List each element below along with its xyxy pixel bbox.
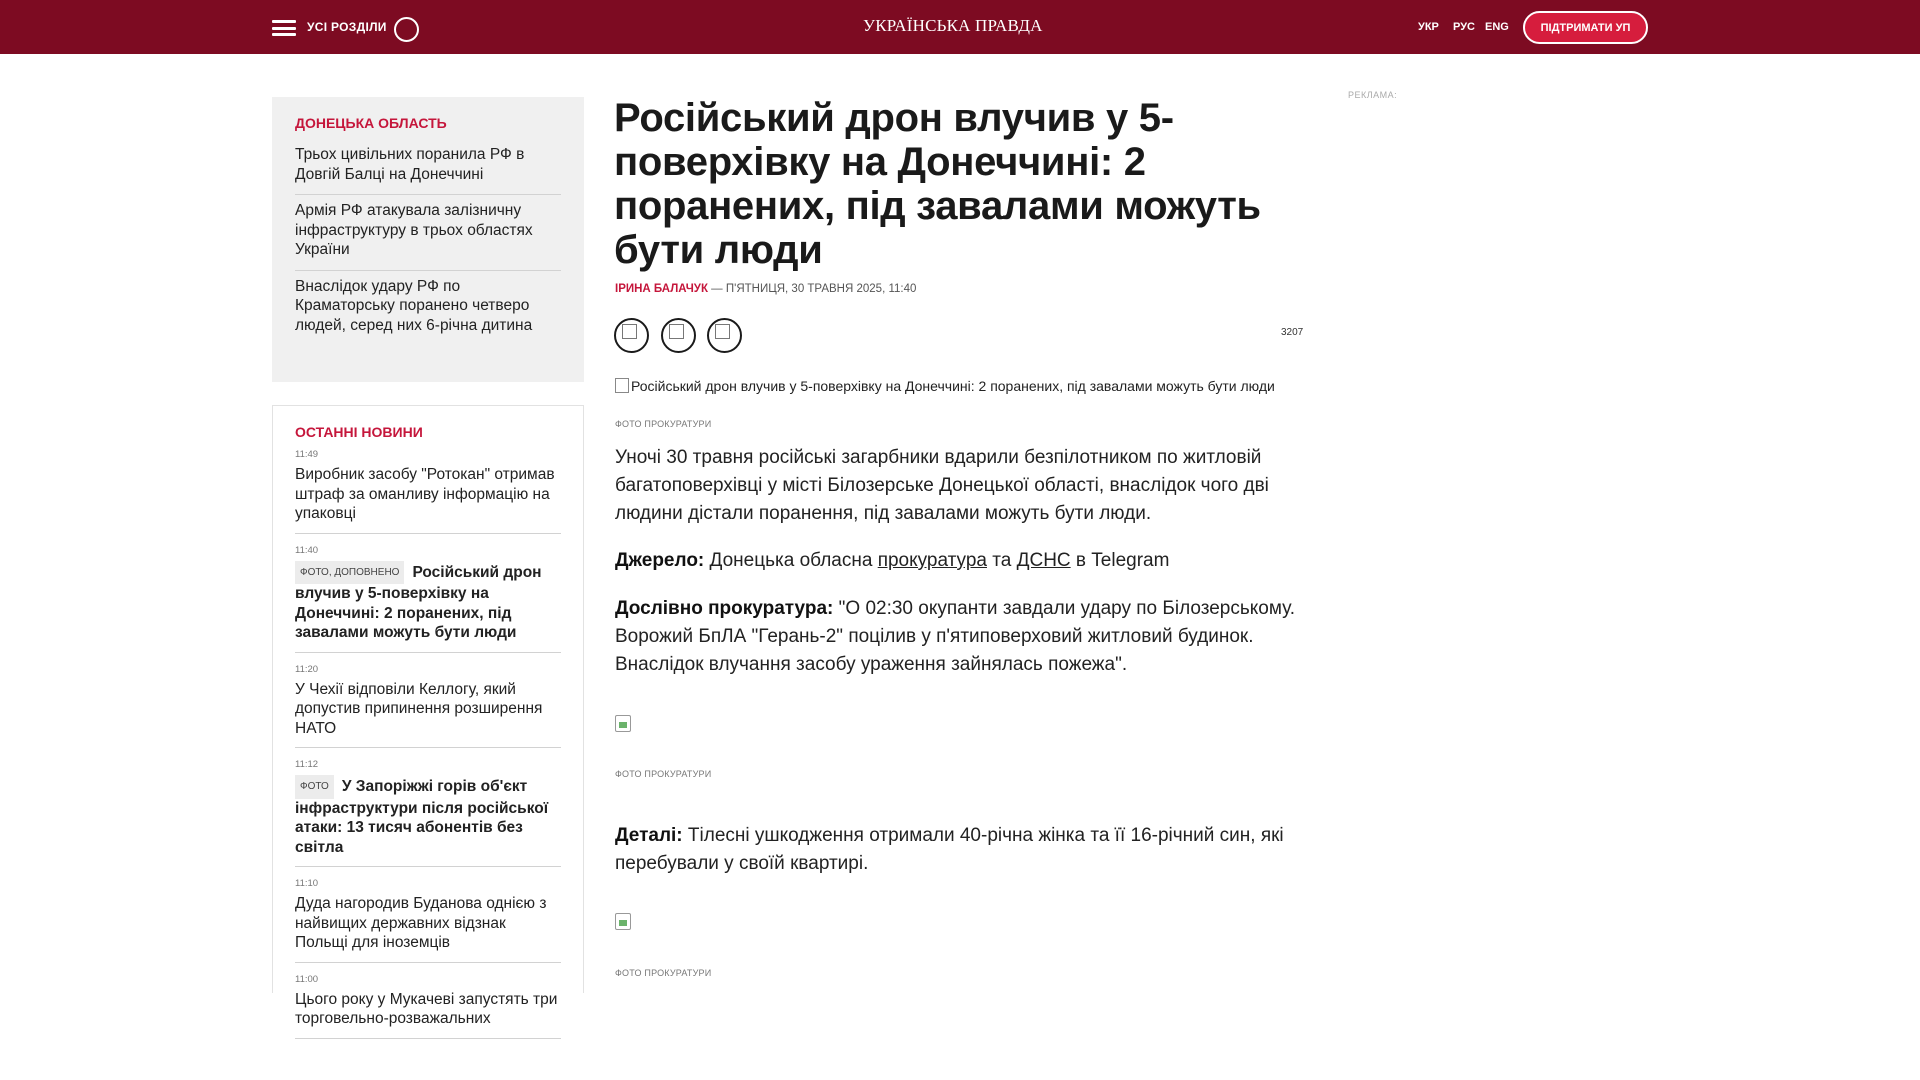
quote-text: "О 02:30 окупанти завдали удару по Білозерському. Ворожий БпЛА "Герань-2" поцілив у п'ятиповерховий житловий будинок. Внаслідок влучання засобу ураження зайнялась пожежа". — [615, 598, 1296, 675]
support-button[interactable]: ПІДТРИМАТИ УП — [1523, 11, 1648, 44]
article-byline — [615, 283, 916, 295]
share-twitter-icon[interactable] — [661, 318, 696, 353]
list-item[interactable] — [295, 542, 561, 653]
dsns-link[interactable]: ДСНС — [1016, 550, 1071, 571]
news-title[interactable] — [295, 775, 561, 857]
list-item[interactable] — [295, 875, 561, 963]
news-title[interactable] — [295, 990, 561, 1029]
latest-news-box — [272, 405, 584, 1027]
news-time: 11:40 — [295, 544, 319, 556]
news-time: 11:12 — [295, 759, 319, 770]
latest-news-list — [295, 446, 561, 1039]
publish-date: П'ЯТНИЦЯ, 30 ТРАВНЯ 2025, 11:40 — [725, 283, 917, 295]
list-item[interactable]: Армія РФ атакувала залізничну інфраструктуру в трьох областях України — [295, 195, 561, 271]
details-label: Деталі: — [615, 825, 683, 846]
news-title-text: Російський дрон влучив у 5-поверхівку на Донеччині: 2 поранених, під завалами можуть бути люди — [295, 563, 542, 641]
photo-caption-1: ФОТО ПРОКУРАТУРИ — [615, 769, 712, 779]
all-sections-link[interactable]: УСІ РОЗДІЛИ — [307, 20, 387, 34]
news-title[interactable] — [295, 680, 561, 739]
search-icon[interactable] — [394, 17, 419, 42]
source-tail: в Telegram — [1070, 550, 1170, 571]
news-title-text: У Чехії відповіли Келлогу, який допустив припинення розширення НАТО — [295, 680, 543, 737]
article-photo-1 — [615, 715, 631, 732]
source-text: Донецька обласна — [704, 550, 878, 571]
main-image-alt-text: Російський дрон влучив у 5-поверхівку на Донеччині: 2 поранених, під завалами можуть бути люди — [631, 378, 1275, 394]
list-item[interactable] — [295, 661, 561, 749]
top-navigation-bar — [0, 0, 1920, 54]
news-title-text: У Запоріжжі горів об'єкт інфраструктури після російської атаки: 13 тисяч абонентів без світла — [295, 778, 549, 856]
region-heading[interactable]: ДОНЕЦЬКА ОБЛАСТЬ — [295, 115, 447, 131]
lang-rus-link[interactable]: РУС — [1453, 21, 1475, 33]
prosecutor-link[interactable]: прокуратура — [877, 550, 987, 571]
news-time: 11:10 — [295, 878, 319, 889]
region-news-box — [272, 97, 584, 382]
source-paragraph — [615, 547, 1320, 575]
main-image-caption: ФОТО ПРОКУРАТУРИ — [615, 419, 712, 429]
article-photo-2 — [615, 913, 631, 930]
share-facebook-icon[interactable] — [614, 318, 649, 353]
region-news-list — [295, 145, 561, 345]
quote-paragraph — [615, 595, 1320, 679]
details-text: Тілесні ушкодження отримали 40-річна жінка та її 16-річний син, які перебували у своїй квартирі. — [615, 825, 1284, 874]
photo-caption-2: ФОТО ПРОКУРАТУРИ — [615, 968, 712, 978]
news-title-text: Дуда нагородив Буданова однією з найвищих державних відзнак Польщі для іноземців — [295, 895, 547, 951]
latest-news-heading[interactable]: ОСТАННІ НОВИНИ — [295, 424, 423, 440]
list-item[interactable]: Трьох цивільних поранила РФ в Довгій Балці на Донеччині — [295, 145, 561, 195]
list-item[interactable] — [295, 971, 561, 1039]
article-title: Російський дрон влучив у 5-поверхівку на Донеччині: 2 поранених, під завалами можуть бути люди — [614, 96, 1261, 272]
share-telegram-icon[interactable] — [707, 318, 742, 353]
news-title[interactable] — [295, 465, 561, 524]
source-and: та — [986, 550, 1017, 571]
quote-label: Дослівно прокуратура: — [615, 598, 834, 619]
ad-label: РЕКЛАМА: — [1348, 90, 1398, 100]
news-title-text: Цього року у Мукачеві запустять три торговельно-розважальних — [295, 990, 558, 1027]
byline-separator: — — [707, 283, 726, 295]
lang-ukr-link[interactable]: УКР — [1418, 21, 1439, 33]
main-image — [615, 378, 1315, 394]
news-time: 11:49 — [295, 449, 319, 460]
article-lead-paragraph: Уночі 30 травня російські загарбники вдарили безпілотником по житловій багатоповерхівці у місті Білозерське Донецької області, внаслідок чого дві людини дістали поранення, під завалами можуть бути люди. — [615, 447, 1269, 524]
news-title[interactable] — [295, 561, 561, 643]
author-link[interactable]: ІРИНА БАЛАЧУК — [615, 283, 708, 295]
list-item[interactable] — [295, 756, 561, 867]
news-time: 11:20 — [295, 663, 319, 675]
news-title[interactable] — [295, 894, 561, 953]
news-tag-badge: ФОТО — [295, 775, 334, 799]
list-item[interactable]: Внаслідок удару РФ по Краматорську поранено четверо людей, серед них 6-річна дитина — [295, 277, 533, 334]
menu-icon[interactable] — [272, 20, 296, 36]
list-item[interactable] — [295, 446, 561, 534]
source-label: Джерело: — [615, 550, 705, 571]
news-time: 11:00 — [295, 973, 319, 985]
site-logo[interactable]: УКРАЇНСЬКА ПРАВДА — [863, 16, 1043, 35]
news-tag-badge: ФОТО, ДОПОВНЕНО — [295, 561, 404, 585]
details-paragraph — [615, 822, 1320, 878]
news-title-text: Виробник засобу "Ротокан" отримав штраф за оманливу інформацію на упаковці — [295, 466, 555, 522]
view-count: 3207 — [1281, 327, 1304, 338]
lang-eng-link[interactable]: ENG — [1485, 21, 1509, 33]
broken-image-icon — [615, 378, 629, 393]
